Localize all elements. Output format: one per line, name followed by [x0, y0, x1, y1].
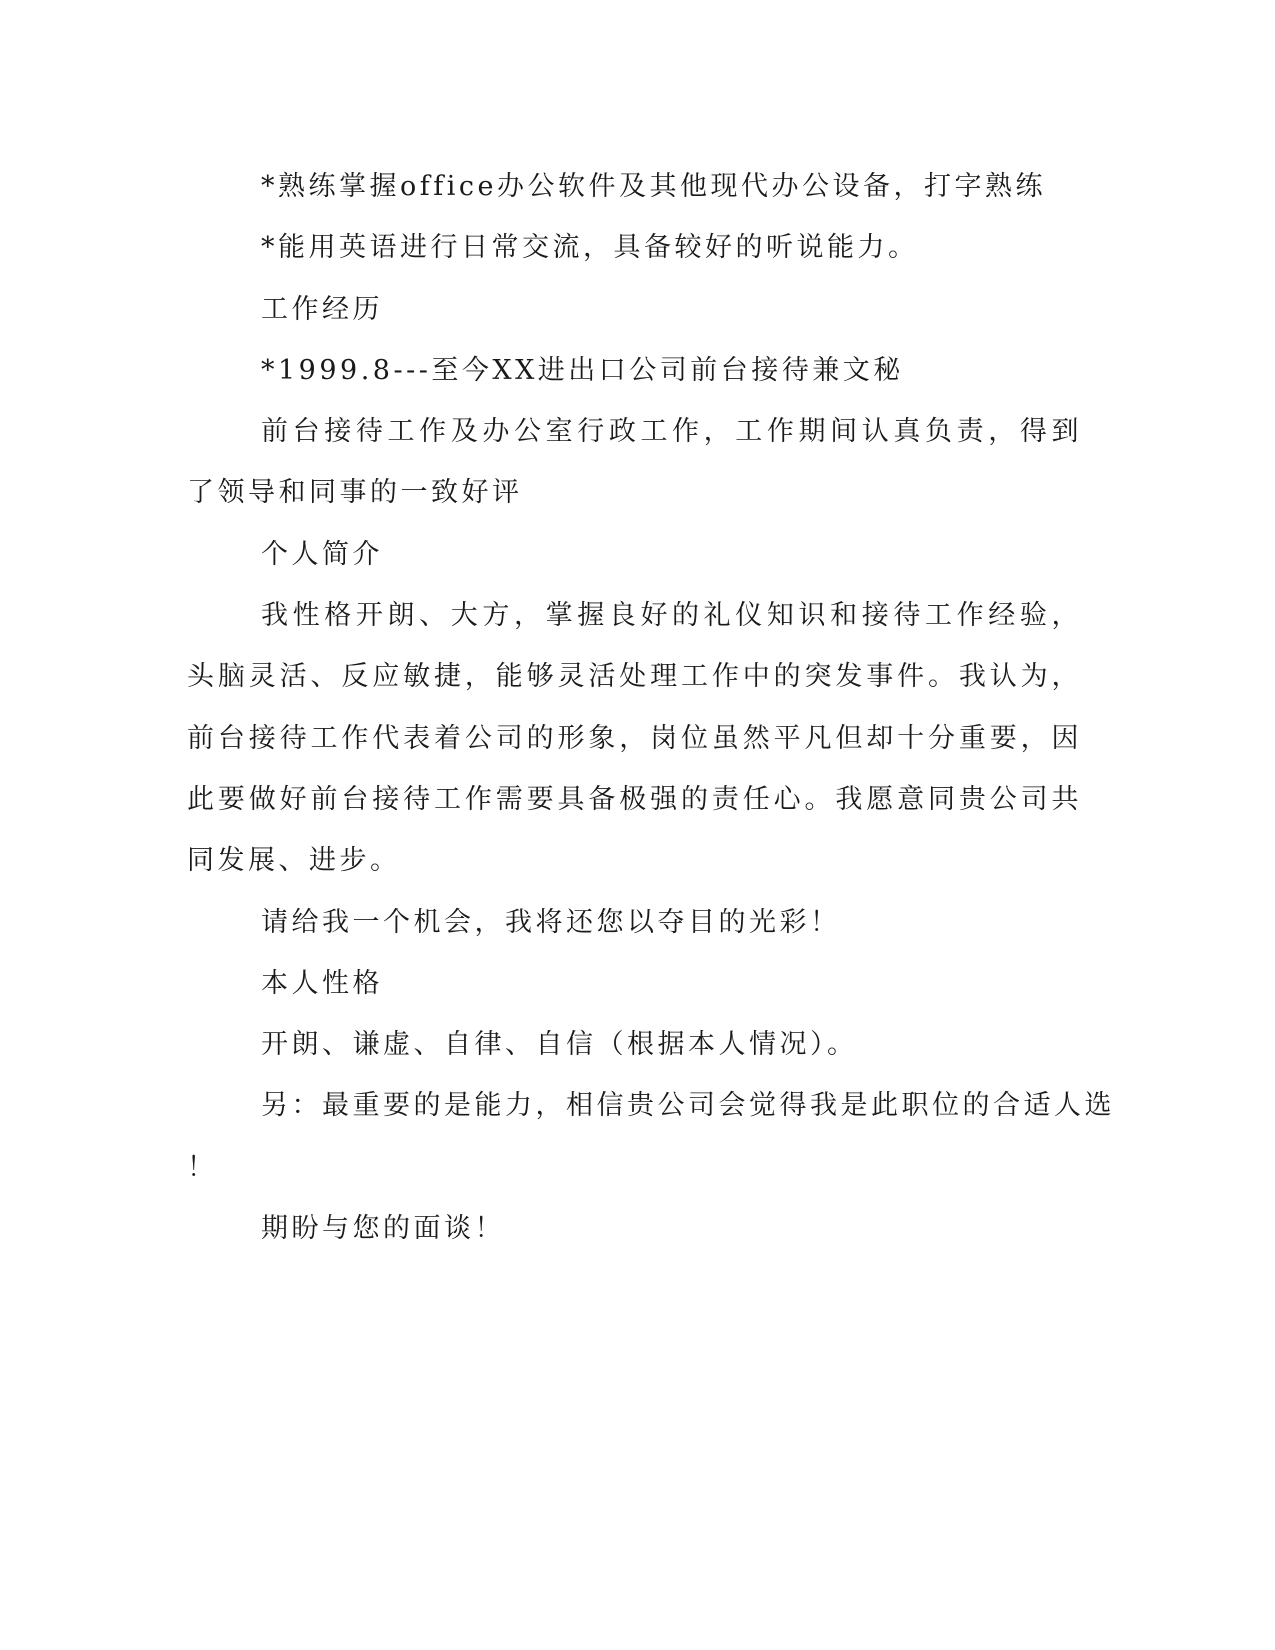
document-body	[187, 156, 1115, 1259]
personal-profile-text: 我性格开朗、大方，掌握良好的礼仪知识和接待工作经验，头脑灵活、反应敏捷，能够灵活处理工作中的突发事件。我认为，前台接待工作代表着公司的形象，岗位虽然平凡但却十分重要，因此要做好前台接待工作需要具备极强的责任心。我愿意同贵公司共同发展、进步。	[187, 600, 1082, 877]
personality-traits: 开朗、谦虚、自律、自信（根据本人情况）。	[261, 1029, 858, 1061]
closing-remark-continuation: ！	[187, 1151, 218, 1183]
skill-office: *熟练掌握office办公软件及其他现代办公设备，打字熟练	[261, 171, 1046, 202]
interview-wish: 期盼与您的面谈！	[261, 1213, 505, 1245]
closing-remark: 另：最重要的是能力，相信贵公司会觉得我是此职位的合适人选	[261, 1090, 1115, 1122]
work-experience-description: 前台接待工作及办公室行政工作，工作期间认真负责，得到了领导和同事的一致好评	[187, 416, 1082, 509]
request-opportunity: 请给我一个机会，我将还您以夺目的光彩！	[261, 906, 841, 938]
skill-english: *能用英语进行日常交流，具备较好的听说能力。	[261, 232, 919, 264]
work-experience-entry: *1999.8---至今XX进出口公司前台接待兼文秘	[261, 354, 904, 386]
heading-work-experience: 工作经历	[261, 293, 383, 325]
heading-personality: 本人性格	[261, 967, 383, 999]
heading-personal-profile: 个人简介	[261, 538, 383, 570]
